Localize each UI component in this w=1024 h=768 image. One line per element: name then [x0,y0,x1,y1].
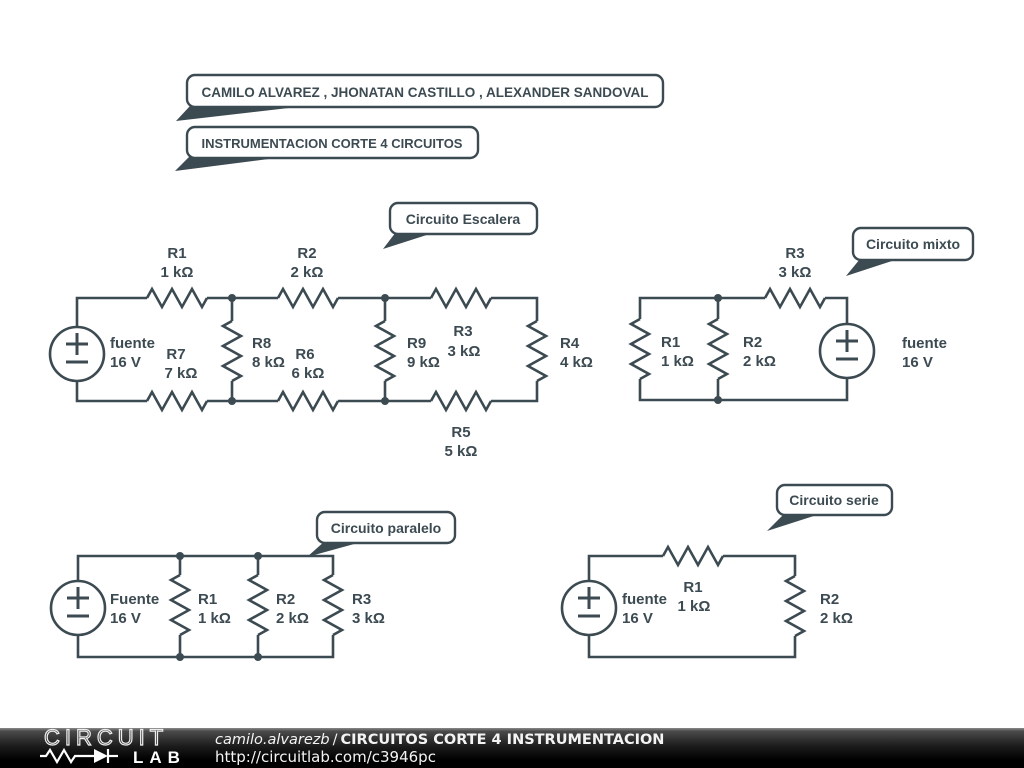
plus-icon [578,587,600,609]
label-mix-r2-name: R2 [743,334,763,351]
plus-icon [67,587,89,609]
mixto-callout-text: Circuito mixto [865,236,961,252]
label-par-r1-name: R1 [198,591,218,608]
label-mix-r1-name: R1 [661,334,681,351]
label-esc-r6-value: 6 kΩ [291,365,325,382]
label-esc-r7-name: R7 [166,346,186,363]
footer-bar [0,728,1024,768]
logo-word-circuit: CIRCUIT [44,728,169,750]
callout-escalera [383,203,537,249]
label-par-source-value: 16 V [110,610,141,627]
label-ser-r2-name: R2 [820,591,840,608]
resistor-r7-icon [147,392,207,410]
circuit-paralelo [51,552,385,661]
course-callout-text: INSTRUMENTACION CORTE 4 CIRCUITOS [201,136,463,151]
label-esc-r3-name: R3 [453,323,473,340]
resistor-r9-icon [376,321,394,381]
label-esc-r2-value: 2 kΩ [290,264,324,281]
resistor-r5-icon [431,392,491,410]
label-esc-r9-name: R9 [407,335,427,352]
resistor-r1-icon [171,575,189,635]
callout-course [175,127,478,171]
label-esc-source-value: 16 V [110,354,141,371]
diode-triangle-icon [94,749,108,763]
callout-authors [176,75,663,121]
resistor-r3-icon [431,289,491,307]
label-mix-r3-name: R3 [785,245,805,262]
label-esc-r2-name: R2 [297,245,317,262]
label-esc-r3-value: 3 kΩ [447,343,481,360]
label-mix-source-value: 16 V [902,354,933,371]
label-esc-r9-value: 9 kΩ [407,354,440,371]
label-esc-r7-value: 7 kΩ [164,365,198,382]
footer-title-line [215,732,664,749]
node-dots [176,552,262,661]
resistor-r4-icon [528,321,546,381]
label-esc-r8-name: R8 [252,335,272,352]
resistor-r1-icon [147,289,207,307]
resistor-r6-icon [278,392,338,410]
resistor-r2-icon [249,575,267,635]
serie-callout-text: Circuito serie [789,492,879,508]
footer-meta [215,732,664,766]
label-ser-r1-value: 1 kΩ [677,598,711,615]
resistor-r2-icon [786,576,804,636]
footer-title: CIRCUITOS CORTE 4 INSTRUMENTACION [340,732,665,748]
paralelo-callout-text: Circuito paralelo [330,520,442,536]
label-par-r2-name: R2 [276,591,296,608]
label-ser-r1-name: R1 [683,579,703,596]
label-ser-r2-value: 2 kΩ [820,610,853,627]
circuitlab-logo [36,728,236,768]
label-par-source-name: Fuente [110,591,160,608]
label-mix-source-name: fuente [902,335,947,352]
callout-paralelo [307,512,455,557]
footer-url: http://circuitlab.com/c3946pc [215,748,436,766]
label-esc-r1-name: R1 [167,245,187,262]
label-esc-source-name: fuente [110,335,155,352]
logo-word-lab: LAB [133,748,186,767]
label-mix-r3-value: 3 kΩ [778,264,812,281]
label-par-r3-name: R3 [352,591,372,608]
plus-icon [66,333,88,355]
plus-icon [836,330,858,352]
circuit-serie [562,547,853,657]
label-esc-r6-name: R6 [295,346,315,363]
circuit-mixto [631,245,947,404]
escalera-callout-text: Circuito Escalera [405,211,521,227]
resistor-r2-icon [709,319,727,379]
label-ser-source-name: fuente [622,591,667,608]
resistor-r3-icon [324,575,342,635]
label-mix-r2-value: 2 kΩ [743,353,776,370]
callout-tail [176,106,306,121]
label-esc-r4-name: R4 [560,335,580,352]
label-par-r3-value: 3 kΩ [352,610,385,627]
resistor-r2-icon [278,289,338,307]
resistor-r1-icon [663,547,723,565]
label-esc-r1-value: 1 kΩ [160,264,194,281]
footer-author: camilo.alvarezb [215,732,330,748]
resistor-r1-icon [631,319,649,379]
label-esc-r5-value: 5 kΩ [444,443,478,460]
resistor-r8-icon [223,321,241,381]
resistor-r3-icon [765,289,825,307]
label-mix-r1-value: 1 kΩ [661,353,694,370]
callout-serie [767,485,892,531]
callout-tail [846,259,898,276]
footer-separator: / [332,732,338,748]
label-esc-r8-value: 8 kΩ [252,354,285,371]
label-esc-r5-name: R5 [451,424,471,441]
label-ser-source-value: 16 V [622,610,653,627]
callout-mixto [846,228,973,276]
label-par-r2-value: 2 kΩ [276,610,309,627]
label-esc-r4-value: 4 kΩ [560,354,593,371]
label-par-r1-value: 1 kΩ [198,610,231,627]
circuit-escalera [50,245,593,460]
authors-callout-text: CAMILO ALVAREZ , JHONATAN CASTILLO , ALEXANDER SANDOVAL [201,85,649,100]
